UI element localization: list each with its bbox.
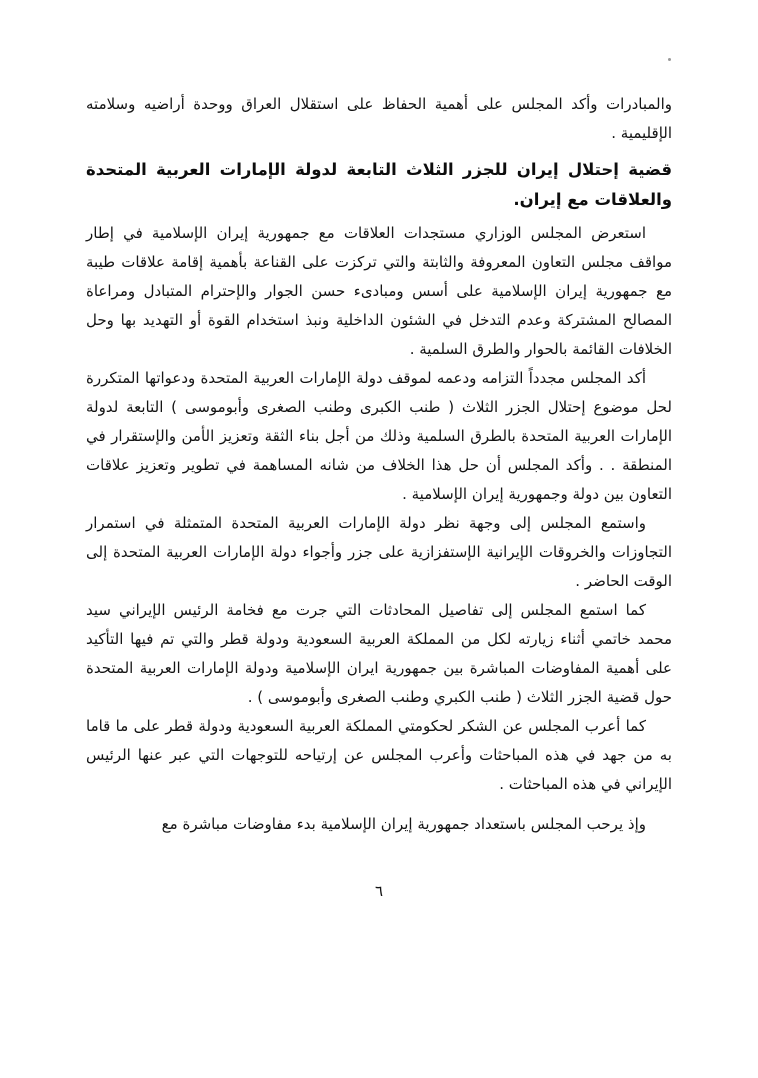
paragraph: استعرض المجلس الوزاري مستجدات العلاقات مع جمهورية إيران الإسلامية في إطار مواقف مجلس التعاون المعروفة والثابتة والتي تركزت على القناعة بأهمية إقامة علاقات طيبة مع جمهورية إيران الإسلامية على أسس ومبادىء حسن الجوار والإحترام المتبادل ومراعاة المصالح المشتركة وعدم التدخل في الشئون الداخلية ونبذ استخدام القوة أو التهديد بها وحل الخلافات القائمة بالحوار والطرق السلمية . [86,224,672,358]
paragraph: واستمع المجلس إلى وجهة نظر دولة الإمارات العربية المتحدة المتمثلة في استمرار التجاوزات والخروقات الإيرانية الإستفزازية على جزر وأجواء دولة الإمارات العربية المتحدة إلى الوقت الحاضر . [86,514,672,590]
paragraph: كما استمع المجلس إلى تفاصيل المحادثات التي جرت مع فخامة الرئيس الإيراني سيد محمد خاتمي أثناء زيارته لكل من المملكة العربية السعودية ودولة قطر والتي تم فيها التأكيد على أهمية المفاوضات المباشرة بين جمهورية ايران الإسلامية ودولة الإمارات العربية المتحدة حول قضية الجزر الثلاث ( طنب الكبري وطنب الصغرى وأبوموسى ) . [86,601,672,706]
paragraph: كما أعرب المجلس عن الشكر لحكومتي المملكة العربية السعودية ودولة قطر على ما قاما به من جهد في هذه المباحثات وأعرب المجلس عن إرتياحه للتوجهات التي عبر عنها الرئيس الإيراني في هذه المباحثات . [86,717,672,793]
continuation-paragraph: والمبادرات وأكد المجلس على أهمية الحفاظ على استقلال العراق ووحدة أراضيه وسلامته الإقليمية . [86,95,672,142]
text-block [86,90,672,839]
section-heading: قضية إحتلال إيران للجزر الثلاث التابعة لدولة الإمارات العربية المتحدة والعلاقات مع إيران. [86,160,672,209]
paragraph: وإذ يرحب المجلس باستعداد جمهورية إيران الإسلامية بدء مفاوضات مباشرة مع [161,815,646,833]
page-number: ٦ [374,882,384,900]
paragraph: أكد المجلس مجدداً التزامه ودعمه لموقف دولة الإمارات العربية المتحدة ودعواتها المتكررة لحل موضوع إحتلال الجزر الثلاث ( طنب الكبرى وطنب الصغرى وأبوموسى ) التابعة لدولة الإمارات العربية المتحدة بالطرق السلمية وذلك من أجل بناء الثقة وتعزيز الأمن والإستقرار في المنطقة . . وأكد المجلس أن حل هذا الخلاف من شانه المساهمة في تطوير وتعزيز علاقات التعاون بين دولة وجمهورية إيران الإسلامية . [86,369,672,503]
scan-artifact [668,58,671,61]
